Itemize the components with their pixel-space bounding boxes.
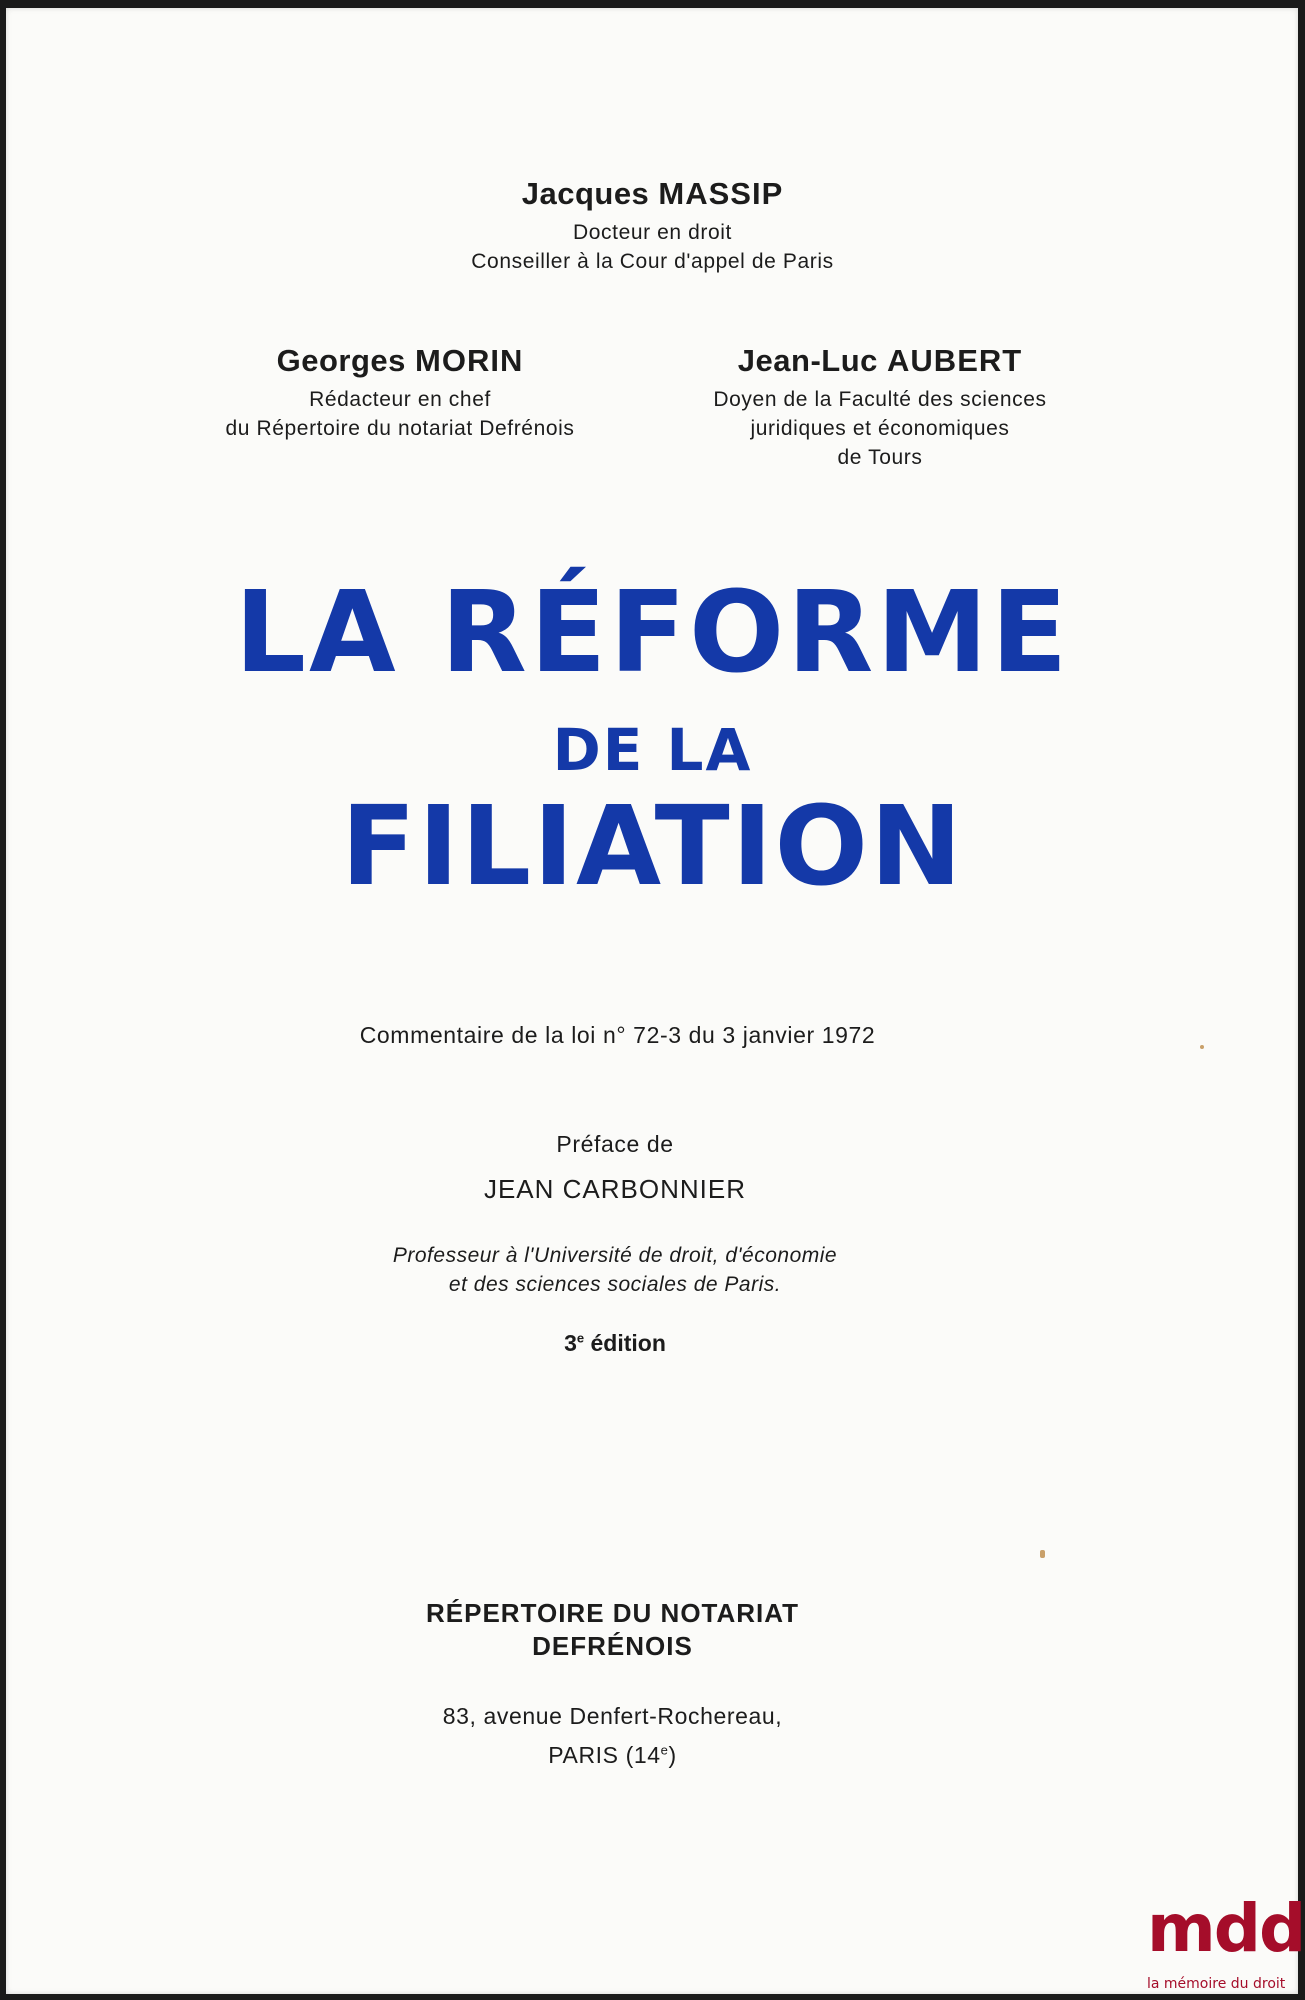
publisher: [0, 1598, 1225, 1662]
address-city: PARIS (14: [548, 1742, 661, 1768]
edition-superscript: e: [576, 1330, 585, 1346]
logo-tagline: la mémoire du droit: [1147, 1976, 1286, 1992]
preface-role-line-1: Professeur à l'Université de droit, d'économie: [392, 1244, 838, 1267]
address-line-1: 83, avenue Denfert-Rochereau,: [442, 1703, 783, 1729]
paper-speck: [1040, 1550, 1045, 1558]
preface-author: JEAN CARBONNIER: [483, 1174, 747, 1204]
preface-author-role: [0, 1241, 1230, 1299]
book-title-line-3: FILIATION: [340, 782, 965, 910]
author-last-name: MASSIP: [658, 176, 784, 211]
author-first-name: Jean-Luc: [737, 343, 878, 378]
publisher-address: [0, 1703, 1225, 1769]
edition-word: édition: [590, 1330, 666, 1356]
author-aubert-name: [660, 343, 1100, 379]
edition: [0, 1330, 1230, 1357]
author-first-name: Jacques: [521, 176, 650, 211]
publisher-name-line-2: DEFRÉNOIS: [532, 1631, 693, 1661]
author-massip: [0, 176, 1305, 276]
author-massip-name: [0, 176, 1305, 212]
author-morin-title-2: du Répertoire du notariat Defrénois: [225, 417, 575, 440]
author-aubert-title-2: juridiques et économiques: [750, 417, 1010, 440]
address-superscript: e: [660, 1742, 669, 1758]
author-morin: [150, 343, 650, 443]
mdd-logo: [1145, 1890, 1305, 1995]
author-aubert-title-1: Doyen de la Faculté des sciences: [713, 388, 1047, 411]
author-massip-title-1: Docteur en droit: [572, 221, 732, 244]
book-title-line-2: DE LA: [552, 716, 753, 784]
preface-label: Préface de: [556, 1131, 674, 1157]
book-cover: [6, 8, 1298, 1994]
author-aubert-title-3: de Tours: [837, 446, 923, 469]
author-aubert: [660, 343, 1100, 472]
book-subtitle: Commentaire de la loi n° 72-3 du 3 janvier 1972: [359, 1022, 876, 1048]
preface-role-line-2: et des sciences sociales de Paris.: [448, 1273, 782, 1296]
author-morin-title-1: Rédacteur en chef: [309, 388, 491, 411]
logo-word: mdd: [1147, 1890, 1305, 1967]
author-last-name: MORIN: [415, 343, 524, 378]
edition-number: 3: [564, 1330, 577, 1356]
publisher-name-line-1: RÉPERTOIRE DU NOTARIAT: [425, 1598, 799, 1628]
address-line-2: [0, 1742, 1225, 1769]
paper-speck: [1200, 1045, 1204, 1049]
book-title-line-1: LA RÉFORME: [234, 568, 1071, 698]
author-morin-name: [150, 343, 650, 379]
address-close: ): [668, 1742, 677, 1768]
author-last-name: AUBERT: [887, 343, 1023, 378]
author-first-name: Georges: [276, 343, 406, 378]
author-massip-title-2: Conseiller à la Cour d'appel de Paris: [471, 250, 834, 273]
